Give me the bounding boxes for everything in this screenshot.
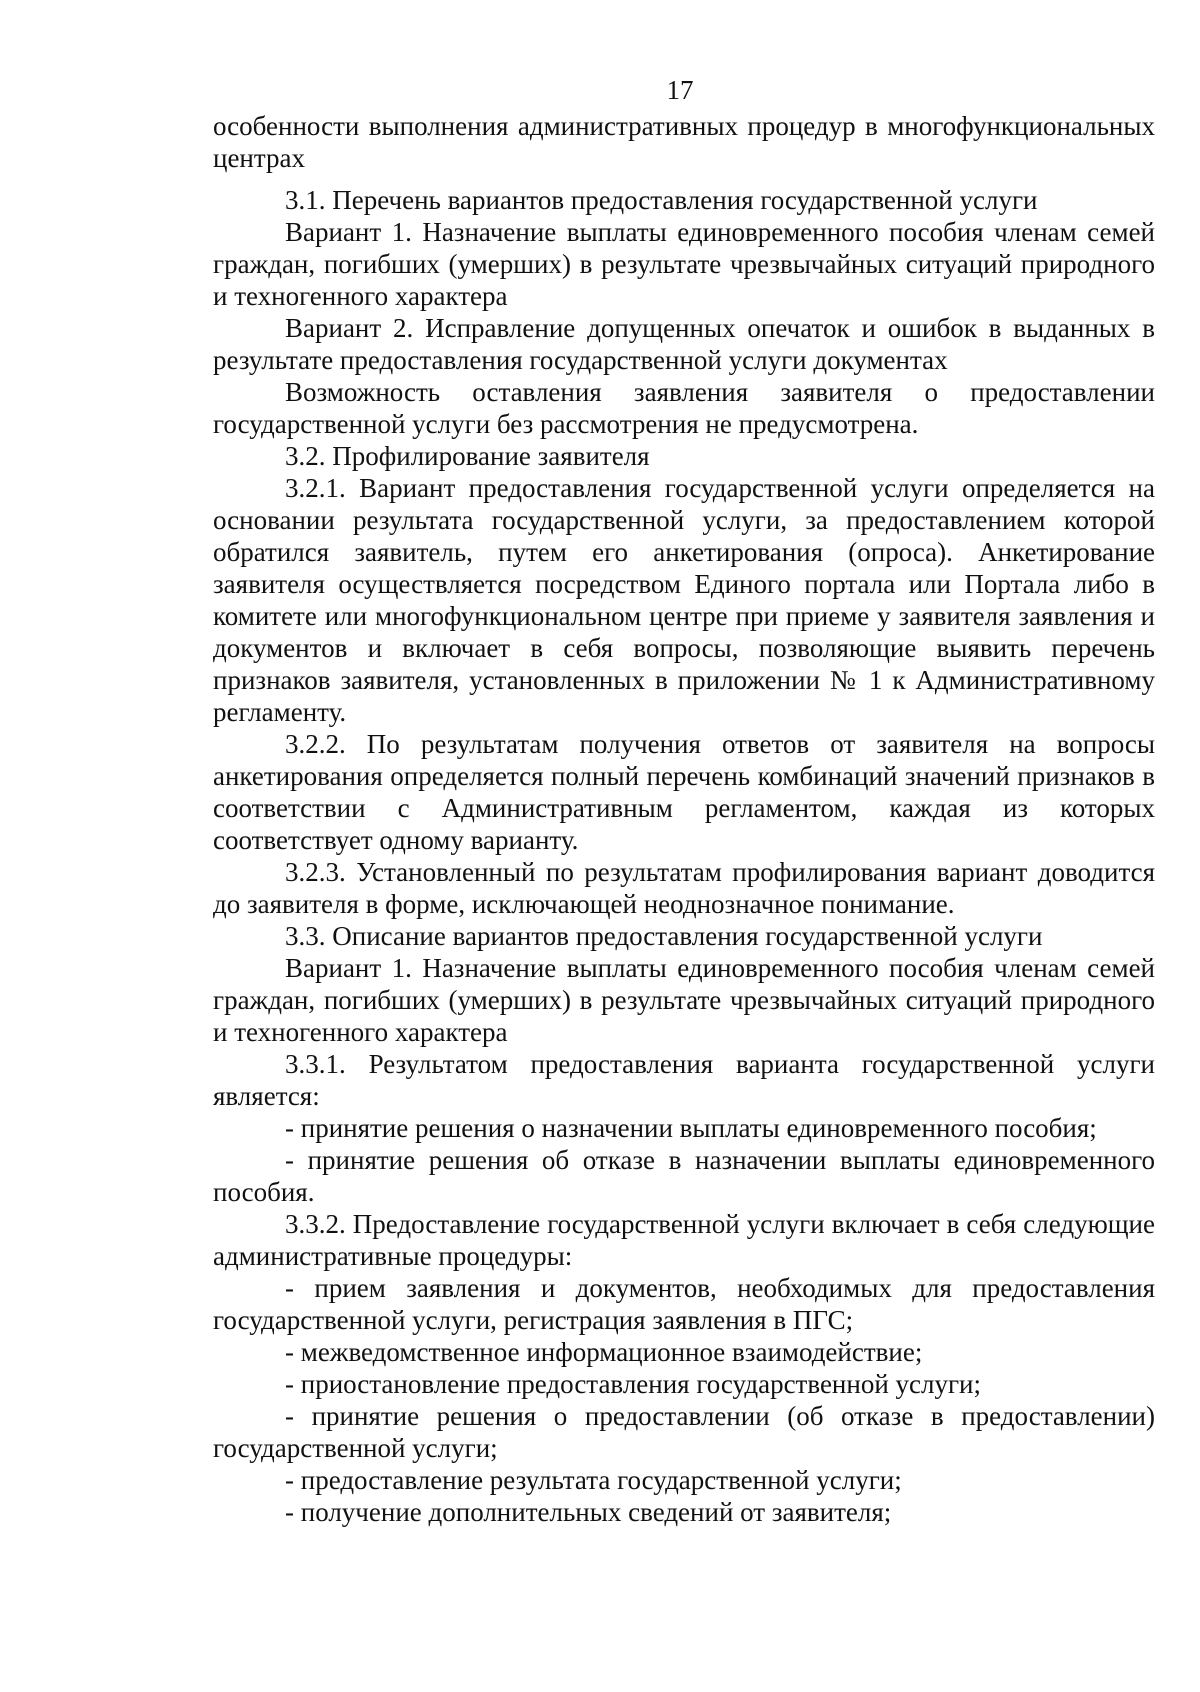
- paragraph-variant-1-description: Вариант 1. Назначение выплаты единовременного пособия членам семей граждан, погибших (умерших) в результате чрезвычайных ситуаций природного и техногенного характера: [213, 953, 1155, 1047]
- paragraph-no-rejection: Возможность оставления заявления заявителя о предоставлении государственной услуги без рассмотрения не предусмотрена.: [213, 377, 1155, 439]
- paragraph-section-3-3: 3.3. Описание вариантов предоставления государственной услуги: [285, 921, 1043, 951]
- list-item-result-grant: - принятие решения о назначении выплаты единовременного пособия;: [285, 1113, 1097, 1143]
- list-item-procedure-delivery: - предоставление результата государственной услуги;: [285, 1465, 902, 1495]
- paragraph-section-3-3-1: 3.3.1. Результатом предоставления варианта государственной услуги является:: [213, 1049, 1155, 1111]
- list-item-procedure-intake: - прием заявления и документов, необходимых для предоставления государственной услуги, регистрация заявления в ПГС;: [213, 1273, 1155, 1335]
- paragraph-section-3-2-2: 3.2.2. По результатам получения ответов от заявителя на вопросы анкетирования определяется полный перечень комбинаций значений признаков в соответствии с Административным регламентом, каждая из которых соответствует одному варианту.: [213, 729, 1155, 855]
- page-number: 17: [666, 75, 694, 105]
- paragraph-intro: особенности выполнения административных процедур в многофункциональных центрах: [213, 111, 1155, 173]
- list-item-procedure-decision: - принятие решения о предоставлении (об отказе в предоставлении) государственной услуги;: [213, 1401, 1155, 1463]
- document-body: [213, 110, 1155, 1528]
- list-item-procedure-suspension: - приостановление предоставления государственной услуги;: [285, 1369, 982, 1399]
- paragraph-variant-1: Вариант 1. Назначение выплаты единовременного пособия членам семей граждан, погибших (умерших) в результате чрезвычайных ситуаций природного и техногенного характера: [213, 217, 1155, 311]
- list-item-procedure-interagency: - межведомственное информационное взаимодействие;: [285, 1337, 923, 1367]
- paragraph-section-3-3-2: 3.3.2. Предоставление государственной услуги включает в себя следующие административные процедуры:: [213, 1209, 1155, 1271]
- paragraph-section-3-2: 3.2. Профилирование заявителя: [285, 441, 650, 471]
- paragraph-section-3-1: 3.1. Перечень вариантов предоставления государственной услуги: [285, 185, 1038, 215]
- list-item-procedure-additional-info: - получение дополнительных сведений от заявителя;: [285, 1497, 892, 1527]
- paragraph-section-3-2-1: 3.2.1. Вариант предоставления государственной услуги определяется на основании результата государственной услуги, за предоставлением которой обратился заявитель, путем его анкетирования (опроса). Анкетирование заявителя осуществляется посредством Единого портала или Портала либо в комитете или многофункциональном центре при приеме у заявителя заявления и документов и включает в себя вопросы, позволяющие выявить перечень признаков заявителя, установленных в приложении № 1 к Административному регламенту.: [213, 473, 1155, 727]
- paragraph-section-3-2-3: 3.2.3. Установленный по результатам профилирования вариант доводится до заявителя в форме, исключающей неоднозначное понимание.: [213, 857, 1155, 919]
- paragraph-variant-2: Вариант 2. Исправление допущенных опечаток и ошибок в выданных в результате предоставления государственной услуги документах: [213, 313, 1155, 375]
- list-item-result-refusal: - принятие решения об отказе в назначении выплаты единовременного пособия.: [213, 1145, 1155, 1207]
